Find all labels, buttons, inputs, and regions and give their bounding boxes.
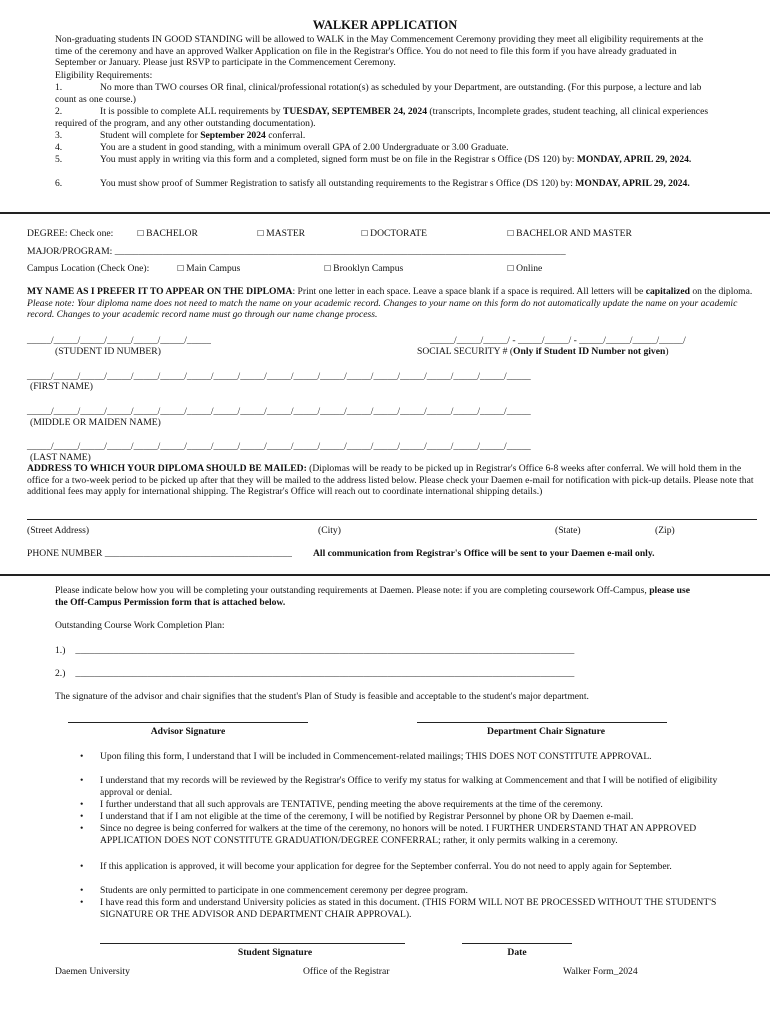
campus-option-label: Main Campus bbox=[186, 263, 241, 274]
instruction-text: on the diploma. bbox=[689, 286, 753, 297]
acknowledgement-item bbox=[80, 811, 720, 823]
degree-option-doctorate[interactable] bbox=[361, 228, 427, 240]
requirement-item bbox=[55, 130, 715, 142]
bullet-icon: • bbox=[80, 885, 84, 896]
checkbox-icon[interactable]: ☐ bbox=[507, 264, 515, 273]
requirement-text: It is possible to complete ALL requirements by bbox=[100, 106, 283, 117]
checkbox-icon[interactable]: ☐ bbox=[257, 229, 265, 238]
requirement-number: 1. bbox=[55, 82, 63, 93]
off-campus-form-note: please use the Off-Campus Permission form that is attached below. bbox=[55, 585, 690, 608]
plan-line-blank[interactable]: ________________________________________________________________________________________________________ bbox=[75, 668, 575, 679]
acknowledgement-text: Students are only permitted to participate in one commencement ceremony per degree program. bbox=[100, 885, 468, 896]
degree-option-label: BACHELOR bbox=[146, 228, 198, 239]
major-program-line[interactable]: ______________________________________________________________________________________________ bbox=[114, 246, 566, 257]
chair-signature-line[interactable] bbox=[417, 722, 667, 723]
requirement-deadline: MONDAY, APRIL 29, 2024. bbox=[576, 154, 692, 165]
plan-line-number: 2.) bbox=[55, 668, 66, 679]
bullet-icon: • bbox=[80, 775, 84, 786]
acknowledgement-item bbox=[80, 751, 720, 763]
campus-option-label: Brooklyn Campus bbox=[333, 263, 404, 274]
requirement-number: 3. bbox=[55, 130, 63, 141]
requirement-item bbox=[55, 106, 715, 129]
phone-number-field[interactable]: PHONE NUMBER _______________________________________ bbox=[27, 548, 292, 559]
student-id-field[interactable]: _____/_____/_____/_____/_____/_____/_____ bbox=[27, 335, 211, 346]
instruction-emphasis: capitalized bbox=[645, 286, 690, 297]
diploma-name-heading: MY NAME AS I PREFER IT TO APPEAR ON THE DIPLOMA bbox=[27, 286, 293, 297]
requirement-item bbox=[55, 154, 715, 166]
acknowledgement-item bbox=[80, 775, 720, 798]
plan-line-2[interactable] bbox=[55, 668, 574, 680]
acknowledgement-item bbox=[80, 885, 720, 897]
acknowledgement-text: If this application is approved, it will become your application for degree for the September conferral. You do not need to apply again for September. bbox=[100, 861, 672, 872]
ssn-label bbox=[417, 346, 669, 358]
acknowledgement-text: I have read this form and understand University policies as stated in this document. (THIS FORM WILL NOT BE PROCESSED WITHOUT THE STUDENT'S SIGNATURE OR THE ADVISOR AND DEPARTMENT CHAIR APPROVAL). bbox=[100, 897, 717, 920]
mailing-address-heading: ADDRESS TO WHICH YOUR DIPLOMA SHOULD BE MAILED: bbox=[27, 463, 307, 474]
acknowledgement-text: I understand that my records will be reviewed by the Registrar's Office to verify my status for walking at Commencement and that I will be notified of eligibility approval or denial. bbox=[100, 775, 718, 798]
address-line[interactable] bbox=[27, 519, 757, 520]
degree-option-label: BACHELOR AND MASTER bbox=[516, 228, 632, 239]
first-name-field[interactable]: _____/_____/_____/_____/_____/_____/_____/_____/_____/_____/_____/_____/_____/_____/_____/_____/_____/_____/_____ bbox=[27, 371, 531, 382]
degree-option-label: MASTER bbox=[266, 228, 306, 239]
ssn-label-condition: Only if Student ID Number not given bbox=[513, 346, 666, 357]
campus-option-online[interactable] bbox=[507, 263, 542, 275]
requirement-text: You must show proof of Summer Registration to satisfy all outstanding requirements to the Registrar s Office (DS 120) by: bbox=[100, 178, 576, 189]
campus-option-label: Online bbox=[516, 263, 543, 274]
requirement-text: No more than TWO courses OR final, clinical/professional rotation(s) as scheduled by your Department, are outstanding. (For this purpose, a lecture and lab count as one course.) bbox=[55, 82, 702, 105]
requirement-number: 5. bbox=[55, 154, 63, 165]
zip-label: (Zip) bbox=[655, 525, 675, 536]
acknowledgement-item bbox=[80, 897, 720, 920]
completion-plan-intro bbox=[55, 585, 695, 608]
student-signature-label: Student Signature bbox=[237, 947, 313, 958]
intro-paragraph: Non-graduating students IN GOOD STANDING will be allowed to WALK in the May Commencement Ceremony providing they meet all eligibility requirements at the time of the ceremony and have an approved Walker Application on file in the Registrar's Office. You do not need to file this form if you have already graduated in September or January. Please just RSVP to participate in the Commencement Ceremony. bbox=[55, 34, 704, 69]
eligibility-heading: Eligibility Requirements: bbox=[55, 70, 153, 81]
degree-option-bachelor-and-master[interactable] bbox=[507, 228, 632, 240]
requirement-item bbox=[55, 178, 715, 190]
section-divider bbox=[0, 574, 770, 576]
section-divider bbox=[0, 212, 770, 214]
requirement-text: Student will complete for bbox=[100, 130, 201, 141]
major-program-label: MAJOR/PROGRAM: bbox=[27, 246, 113, 257]
acknowledgement-text: Upon filing this form, I understand that I will be included in Commencement-related mailings; THIS DOES NOT CONSTITUTE APPROVAL. bbox=[100, 751, 652, 762]
footer-form-id: Walker Form_2024 bbox=[563, 966, 638, 977]
bullet-icon: • bbox=[80, 897, 84, 908]
form-title: WALKER APPLICATION bbox=[312, 18, 458, 32]
plan-line-blank[interactable]: ________________________________________________________________________________________________________ bbox=[75, 645, 575, 656]
street-address-label: (Street Address) bbox=[27, 525, 90, 536]
plan-line-1[interactable] bbox=[55, 645, 574, 657]
bullet-icon: • bbox=[80, 811, 84, 822]
email-communication-note: All communication from Registrar's Office will be sent to your Daemen e-mail only. bbox=[313, 548, 655, 559]
major-program-field[interactable] bbox=[27, 246, 566, 258]
checkbox-icon[interactable]: ☐ bbox=[137, 229, 145, 238]
acknowledgement-item bbox=[80, 799, 720, 811]
requirement-conferral: September 2024 bbox=[200, 130, 266, 141]
requirement-number: 6. bbox=[55, 178, 63, 189]
acknowledgement-item bbox=[80, 823, 720, 846]
requirement-deadline: MONDAY, APRIL 29, 2024. bbox=[575, 178, 690, 189]
requirement-number: 2. bbox=[55, 106, 63, 117]
diploma-name-note: Please note: Your diploma name does not need to match the name on your academic record. Changes to your name on this form do not automatically update the name on your academic record. Changes to your academic record name must go through our name change process. bbox=[27, 297, 738, 321]
date-label: Date bbox=[507, 947, 527, 958]
requirement-text-cont: (transcripts, Incomplete grades, student teaching, all clinical experiences required of the program, and any other outstanding documentation). bbox=[55, 106, 709, 129]
checkbox-icon[interactable]: ☐ bbox=[507, 229, 515, 238]
requirement-item bbox=[55, 142, 715, 154]
student-id-label: (STUDENT ID NUMBER) bbox=[55, 346, 161, 357]
completion-plan-heading: Outstanding Course Work Completion Plan: bbox=[55, 620, 225, 631]
diploma-name-instructions bbox=[27, 286, 757, 321]
requirement-deadline: TUESDAY, SEPTEMBER 24, 2024 bbox=[282, 106, 428, 117]
campus-option-brooklyn[interactable] bbox=[324, 263, 403, 275]
checkbox-icon[interactable]: ☐ bbox=[361, 229, 369, 238]
requirement-number: 4. bbox=[55, 142, 63, 153]
degree-option-label: DOCTORATE bbox=[370, 228, 428, 239]
bullet-icon: • bbox=[80, 861, 84, 872]
mailing-address-note: (Diplomas will be ready to be picked up in Registrar's Office 6-8 weeks after conferral. We will hold them in the office for a two-week period to be picked up after that they will be mailed to the address listed below. Please check your Daemen e-mail for notification with pick-up details. Please note that additional fees may apply for international shipping. The Registrar's Office will reach out to coordinate international shipping details.) bbox=[27, 463, 754, 498]
advisor-signature-line[interactable] bbox=[68, 722, 308, 723]
campus-option-main[interactable] bbox=[177, 263, 240, 275]
requirement-text: You must apply in writing via this form and a completed, signed form must be on file in the Registrar s Office (DS 120) by: bbox=[100, 154, 577, 165]
completion-plan-intro-text: Please indicate below how you will be completing your outstanding requirements at Daemen. Please note: if you are completing coursework Off-Campus, bbox=[55, 585, 650, 596]
campus-label: Campus Location (Check One): bbox=[27, 263, 150, 274]
ssn-label-text: SOCIAL SECURITY # ( bbox=[417, 346, 514, 357]
last-name-field[interactable]: _____/_____/_____/_____/_____/_____/_____/_____/_____/_____/_____/_____/_____/_____/_____/_____/_____/_____/_____ bbox=[27, 441, 531, 452]
acknowledgement-text: Since no degree is being conferred for walkers at the time of the ceremony, no honors will be noted. I FURTHER UNDERSTAND THAT AN APPROVED APPLICATION DOES NOT CONSTITUTE GRADUATION/DEGREE CONFERRAL; rather, it only permits walking in a ceremony. bbox=[100, 823, 697, 846]
footer-university: Daemen University bbox=[55, 966, 130, 977]
advisor-signature-label: Advisor Signature bbox=[150, 726, 226, 737]
mailing-address-instructions bbox=[27, 463, 760, 498]
acknowledgement-text: I further understand that all such approvals are TENTATIVE, pending meeting the above requirements at the time of the ceremony. bbox=[100, 799, 603, 810]
requirement-text-cont: conferral. bbox=[265, 130, 306, 141]
student-signature-line[interactable] bbox=[100, 943, 405, 944]
signature-note: The signature of the advisor and chair signifies that the student's Plan of Study is feasible and acceptable to the student's major department. bbox=[55, 691, 589, 702]
middle-name-label: (MIDDLE OR MAIDEN NAME) bbox=[30, 417, 161, 428]
first-name-label: (FIRST NAME) bbox=[30, 381, 93, 392]
footer-office: Office of the Registrar bbox=[303, 966, 390, 977]
instruction-text: : Print one letter in each space. Leave a space blank if a space is required. All letters will be bbox=[292, 286, 646, 297]
degree-option-master[interactable] bbox=[257, 228, 305, 240]
date-line[interactable] bbox=[462, 943, 572, 944]
middle-name-field[interactable]: _____/_____/_____/_____/_____/_____/_____/_____/_____/_____/_____/_____/_____/_____/_____/_____/_____/_____/_____ bbox=[27, 406, 531, 417]
checkbox-icon[interactable]: ☐ bbox=[177, 264, 185, 273]
requirement-text: You are a student in good standing, with a minimum overall GPA of 2.00 Undergraduate or 3.00 Graduate. bbox=[100, 142, 509, 153]
last-name-label: (LAST NAME) bbox=[30, 452, 91, 463]
bullet-icon: • bbox=[80, 799, 84, 810]
bullet-icon: • bbox=[80, 823, 84, 834]
degree-label: DEGREE: Check one: bbox=[27, 228, 114, 239]
acknowledgement-item bbox=[80, 861, 720, 873]
ssn-field[interactable]: _____/_____/_____/ - _____/_____/ - _____/_____/_____/_____/ bbox=[430, 335, 686, 346]
bullet-icon: • bbox=[80, 751, 84, 762]
chair-signature-label: Department Chair Signature bbox=[487, 726, 605, 737]
requirement-item bbox=[55, 82, 715, 105]
ssn-label-close: ) bbox=[665, 346, 669, 357]
checkbox-icon[interactable]: ☐ bbox=[324, 264, 332, 273]
degree-option-bachelor[interactable] bbox=[137, 228, 198, 240]
state-label: (State) bbox=[555, 525, 581, 536]
acknowledgement-text: I understand that if I am not eligible at the time of the ceremony, I will be notified by Registrar Personnel by phone OR by Daemen e-mail. bbox=[100, 811, 634, 822]
city-label: (City) bbox=[318, 525, 341, 536]
plan-line-number: 1.) bbox=[55, 645, 66, 656]
